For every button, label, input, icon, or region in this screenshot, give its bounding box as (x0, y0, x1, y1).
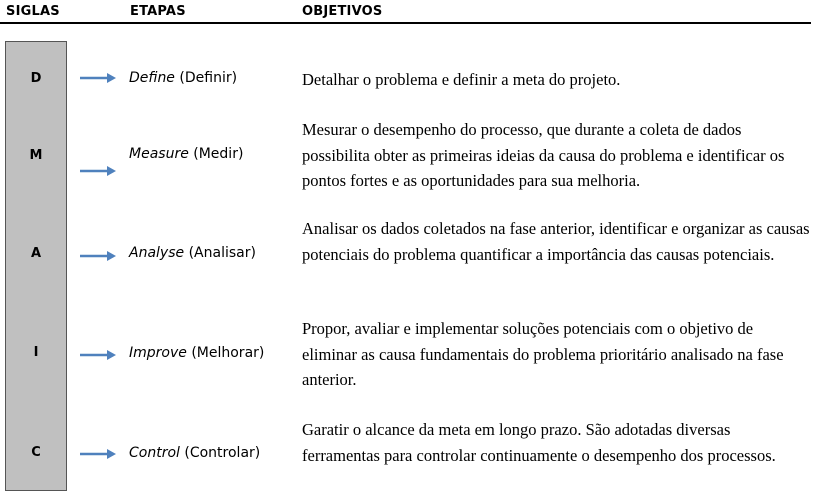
etapa-improve-en: Improve (129, 345, 187, 361)
etapa-measure-pt: (Medir) (193, 146, 244, 162)
arrow-right-icon (79, 448, 117, 460)
etapa-measure (129, 146, 243, 162)
etapa-control-en: Control (129, 445, 180, 461)
etapa-improve (129, 345, 264, 361)
header-objetivos: OBJETIVOS (302, 4, 383, 19)
sigla-d: D (30, 71, 42, 86)
sigla-m: M (29, 148, 43, 163)
etapa-analyse-en: Analyse (129, 245, 185, 261)
arrow-right-icon (79, 72, 117, 84)
etapa-improve-pt: (Melhorar) (191, 345, 265, 361)
arrow-right-icon (79, 165, 117, 177)
arrow-right-icon (79, 250, 117, 262)
etapa-define-en: Define (129, 70, 175, 86)
sigla-c: C (31, 445, 41, 460)
etapa-analyse-pt: (Analisar) (188, 245, 256, 261)
sigla-i: I (33, 345, 39, 360)
etapa-analyse (129, 245, 256, 261)
etapa-measure-en: Measure (129, 146, 189, 162)
header-siglas: SIGLAS (6, 4, 60, 19)
header-rule (0, 22, 811, 24)
etapa-define (129, 70, 237, 86)
sigla-a: A (30, 246, 42, 261)
etapa-control (129, 445, 260, 461)
objetivo-control: Garatir o alcance da meta em longo prazo. São adotadas diversas ferramentas para controlar continuamente o desempenho dos processos. (302, 420, 776, 465)
etapa-define-pt: (Definir) (179, 70, 238, 86)
objetivo-improve: Propor, avaliar e implementar soluções potenciais com o objetivo de eliminar as causa fundamentais do problema prioritário analisado na fase anterior. (302, 319, 784, 389)
objetivo-analyse: Analisar os dados coletados na fase anterior, identificar e organizar as causas potenciais do problema quantificar a importância das causas potenciais. (302, 219, 810, 264)
arrow-right-icon (79, 349, 117, 361)
objetivo-define: Detalhar o problema e definir a meta do projeto. (302, 70, 621, 89)
objetivo-measure: Mesurar o desempenho do processo, que durante a coleta de dados possibilita obter as primeiras ideias da causa do problema e identificar os pontos fortes e as oportunidades para sua melhoria. (302, 120, 785, 190)
header-etapas: ETAPAS (130, 4, 186, 19)
siglas-bar (5, 41, 67, 491)
etapa-control-pt: (Controlar) (184, 445, 261, 461)
